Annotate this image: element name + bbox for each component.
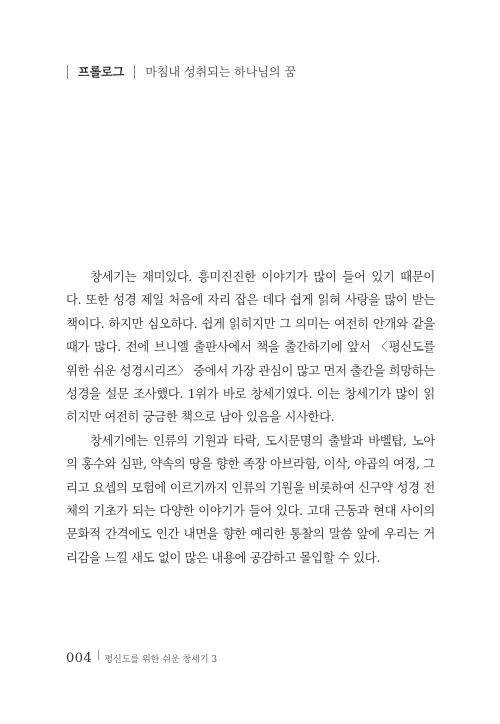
running-header [67,63,296,80]
chapter-label: 프롤로그 [78,65,125,79]
book-title: 평신도를 위한 쉬운 창세기 3 [104,655,218,665]
page-number: 004 [66,651,93,666]
paragraph: 창세기는 재미있다. 흥미진진한 이야기가 많이 들어 있기 때문이다. 또한 성경 제일 처음에 자리 잡은 데다 쉽게 읽혀 사랑을 많이 받는 책이다. 하지만 심오하다. 쉽게 읽히지만 그 의미는 여전히 안개와 같을 때가 많다. 전에 브니엘 출판사에서 책을 출간하기에 앞서 〈평신도를 위한 쉬운 성경시리즈〉 중에서 가장 관심이 많고 먼저 출간을 희망하는 성경을 설문 조사했다. 1위가 바로 창세기였다. 이는 창세기가 많이 읽히지만 여전히 궁금한 책으로 남아 있음을 시사한다. [66,270,435,425]
footer-divider [98,650,99,660]
header-divider [67,65,68,79]
header-divider [134,65,135,79]
chapter-subtitle: 마침내 성취되는 하나님의 꿈 [145,65,296,79]
body-text [66,266,435,570]
page-footer [66,651,217,666]
paragraph: 창세기에는 인류의 기원과 타락, 도시문명의 출발과 바벨탑, 노아의 홍수와 심판, 약속의 땅을 향한 족장 아브라함, 이삭, 야곱의 여정, 그리고 요셉의 모험에 이르기까지 인류의 기원을 비롯하여 신구약 성경 전체의 기초가 되는 다양한 이야기가 들어 있다. 고대 근동과 현대 사이의 문화적 간격에도 인간 내면을 향한 예리한 통찰의 말씀 앞에 우리는 거리감을 느낄 새도 없이 많은 내용에 공감하고 몰입할 수 있다. [66,433,435,565]
